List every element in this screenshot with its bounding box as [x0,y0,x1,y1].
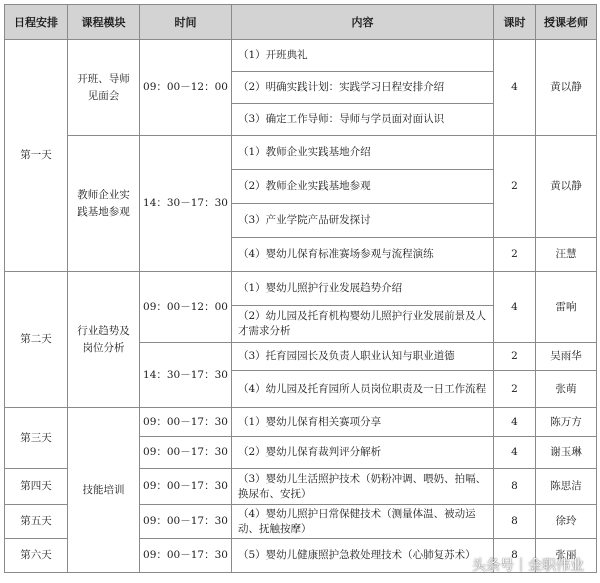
hours-cell: 4 [494,408,536,437]
content-cell: （1）开班典礼 [232,40,494,72]
teacher-cell: 张萌 [536,371,597,408]
day-cell: 第二天 [5,272,68,408]
header-module: 课程模块 [68,5,140,40]
time-cell: 09：00－12：00 [140,40,232,136]
time-cell: 09：00－17：30 [140,408,232,437]
teacher-cell: 黄以静 [536,136,597,238]
content-cell: （2）教师企业实践基地参观 [232,170,494,204]
hours-cell: 4 [494,272,536,343]
content-cell: （1）婴幼儿保育相关赛项分享 [232,408,494,437]
time-cell: 09：00－17：30 [140,505,232,539]
content-cell: （2）明确实践计划：实践学习日程安排介绍 [232,72,494,104]
teacher-cell: 吴雨华 [536,343,597,371]
header-schedule: 日程安排 [5,5,68,40]
teacher-cell: 陈万方 [536,408,597,437]
hours-cell: 2 [494,371,536,408]
content-cell: （2）婴幼儿保育裁判评分解析 [232,437,494,469]
time-cell: 14：30－17：30 [140,343,232,408]
content-cell: （4）婴幼儿保育标准赛场参观与流程演练 [232,238,494,272]
content-cell: （5）婴幼儿健康照护急救处理技术（心肺复苏术） [232,539,494,573]
hours-cell: 4 [494,40,536,136]
header-hours: 课时 [494,5,536,40]
time-cell: 09：00－12：00 [140,272,232,343]
watermark: 头条号｜金职伟业 [472,558,584,574]
content-cell: （1）教师企业实践基地介绍 [232,136,494,170]
content-cell: （3）产业学院产品研发探讨 [232,204,494,238]
header-teacher: 授课老师 [536,5,597,40]
hours-cell: 2 [494,343,536,371]
time-cell: 14：30－17：30 [140,136,232,272]
hours-cell: 8 [494,539,536,573]
table-row [5,408,597,437]
hours-cell: 2 [494,136,536,238]
day-cell: 第四天 [5,469,68,505]
module-cell: 技能培训 [68,408,140,573]
header-row [5,5,597,40]
schedule-table [4,4,597,573]
time-cell: 09：00－17：30 [140,469,232,505]
teacher-cell: 徐玲 [536,505,597,539]
time-cell: 09：00－17：30 [140,437,232,469]
content-cell: （3）托育园园长及负责人职业认知与职业道德 [232,343,494,371]
content-cell: （3）婴幼儿生活照护技术（奶粉冲调、喂奶、拍嗝、换尿布、安抚） [232,469,494,505]
hours-cell: 2 [494,238,536,272]
hours-cell: 8 [494,469,536,505]
table-row [5,40,597,72]
day-cell: 第三天 [5,408,68,469]
content-cell: （4）幼儿园及托育园所人员岗位职责及一日工作流程 [232,371,494,408]
teacher-cell: 谢玉琳 [536,437,597,469]
hours-cell: 4 [494,437,536,469]
teacher-cell: 雷响 [536,272,597,343]
module-cell: 教师企业实践基地参观 [68,136,140,272]
teacher-cell: 黄以静 [536,40,597,136]
time-cell: 09：00－17：30 [140,539,232,573]
content-cell: （2）幼儿园及托育机构婴幼儿照护行业发展前景及人才需求分析 [232,306,494,343]
day-cell: 第五天 [5,505,68,539]
hours-cell: 8 [494,505,536,539]
table-row [5,272,597,306]
teacher-cell: 陈思洁 [536,469,597,505]
teacher-cell: 张丽 [536,539,597,573]
header-time: 时间 [140,5,232,40]
teacher-cell: 汪慧 [536,238,597,272]
module-cell: 开班、导师见面会 [68,40,140,136]
day-cell: 第六天 [5,539,68,573]
content-cell: （1）婴幼儿照护行业发展趋势介绍 [232,272,494,306]
header-content: 内容 [232,5,494,40]
module-cell: 行业趋势及岗位分析 [68,272,140,408]
content-cell: （4）婴幼儿照护日常保健技术（测量体温、被动运动、抚触按摩） [232,505,494,539]
content-cell: （3）确定工作导师：导师与学员面对面认识 [232,104,494,136]
table-row [5,136,597,170]
day-cell: 第一天 [5,40,68,272]
